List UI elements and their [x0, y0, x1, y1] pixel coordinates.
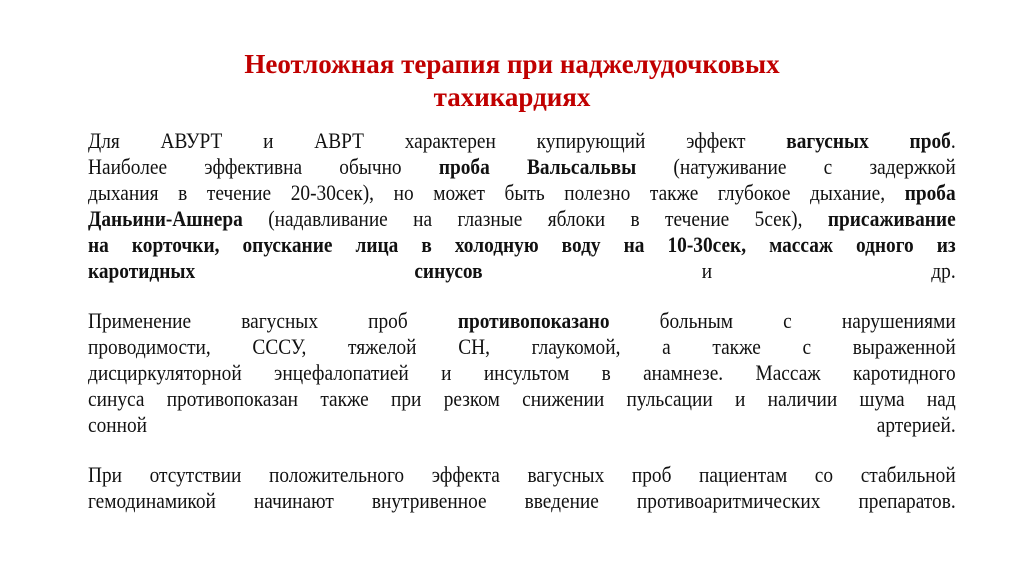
bold-text: присаживание — [827, 206, 956, 231]
bold-text: противопоказано — [457, 308, 610, 333]
text-segment: При отсутствии положительного эффекта вагусных проб пациентам со стабильной — [88, 462, 956, 487]
text-segment: (натуживание с задержкой — [636, 154, 956, 179]
bold-text: на корточки, опускание лица в холодную воду на 10-30сек, массаж одного из — [88, 232, 956, 257]
text-segment: (надавливание на глазные яблоки в течение 5сек), — [242, 206, 828, 231]
text-line — [88, 386, 956, 412]
text-segment: синуса противопоказан также при резком снижении пульсации и наличии шума над — [88, 386, 956, 411]
text-line — [88, 180, 956, 206]
paragraph — [88, 308, 956, 438]
text-segment: Применение вагусных проб — [88, 308, 458, 333]
bold-text: вагусных проб — [786, 128, 951, 153]
text-segment: сонной артерией. — [88, 412, 956, 437]
text-line — [88, 462, 956, 488]
text-line — [88, 128, 956, 154]
text-segment: проводимости, СССУ, тяжелой СН, глаукомой, а также с выраженной — [88, 334, 956, 359]
text-segment: Наиболее эффективна обычно — [88, 154, 439, 179]
text-line — [88, 308, 956, 334]
text-segment: и др. — [701, 258, 956, 283]
slide-title-line: Неотложная терапия при наджелудочковых — [244, 49, 780, 79]
paragraph — [88, 462, 956, 514]
text-segment: дисциркуляторной энцефалопатией и инсультом в анамнезе. Массаж каротидного — [88, 360, 956, 385]
text-segment: гемодинамикой начинают внутривенное введение противоаритмических препаратов. — [88, 488, 956, 513]
slide-title-line: тахикардиях — [433, 82, 591, 112]
text-line — [88, 488, 956, 514]
text-segment: дыхания в течение 20-30сек), но может быть полезно также глубокое дыхание, — [88, 180, 905, 205]
text-segment: больным с нарушениями — [609, 308, 956, 333]
text-line — [88, 360, 956, 386]
slide-title — [0, 48, 1024, 114]
text-line — [88, 232, 956, 258]
bold-text: проба Вальсальвы — [438, 154, 637, 179]
text-segment: Для АВУРТ и АВРТ характерен купирующий эффект — [88, 128, 787, 153]
text-line — [88, 206, 956, 232]
text-segment: . — [950, 128, 956, 153]
paragraph — [88, 128, 956, 284]
bold-text: каротидных синусов — [88, 258, 702, 283]
bold-text: проба — [904, 180, 956, 205]
slide-body — [88, 128, 956, 538]
text-line — [88, 412, 956, 438]
bold-text: Даньини-Ашнера — [88, 206, 243, 231]
text-line — [88, 334, 956, 360]
text-line — [88, 154, 956, 180]
text-line — [88, 258, 956, 284]
